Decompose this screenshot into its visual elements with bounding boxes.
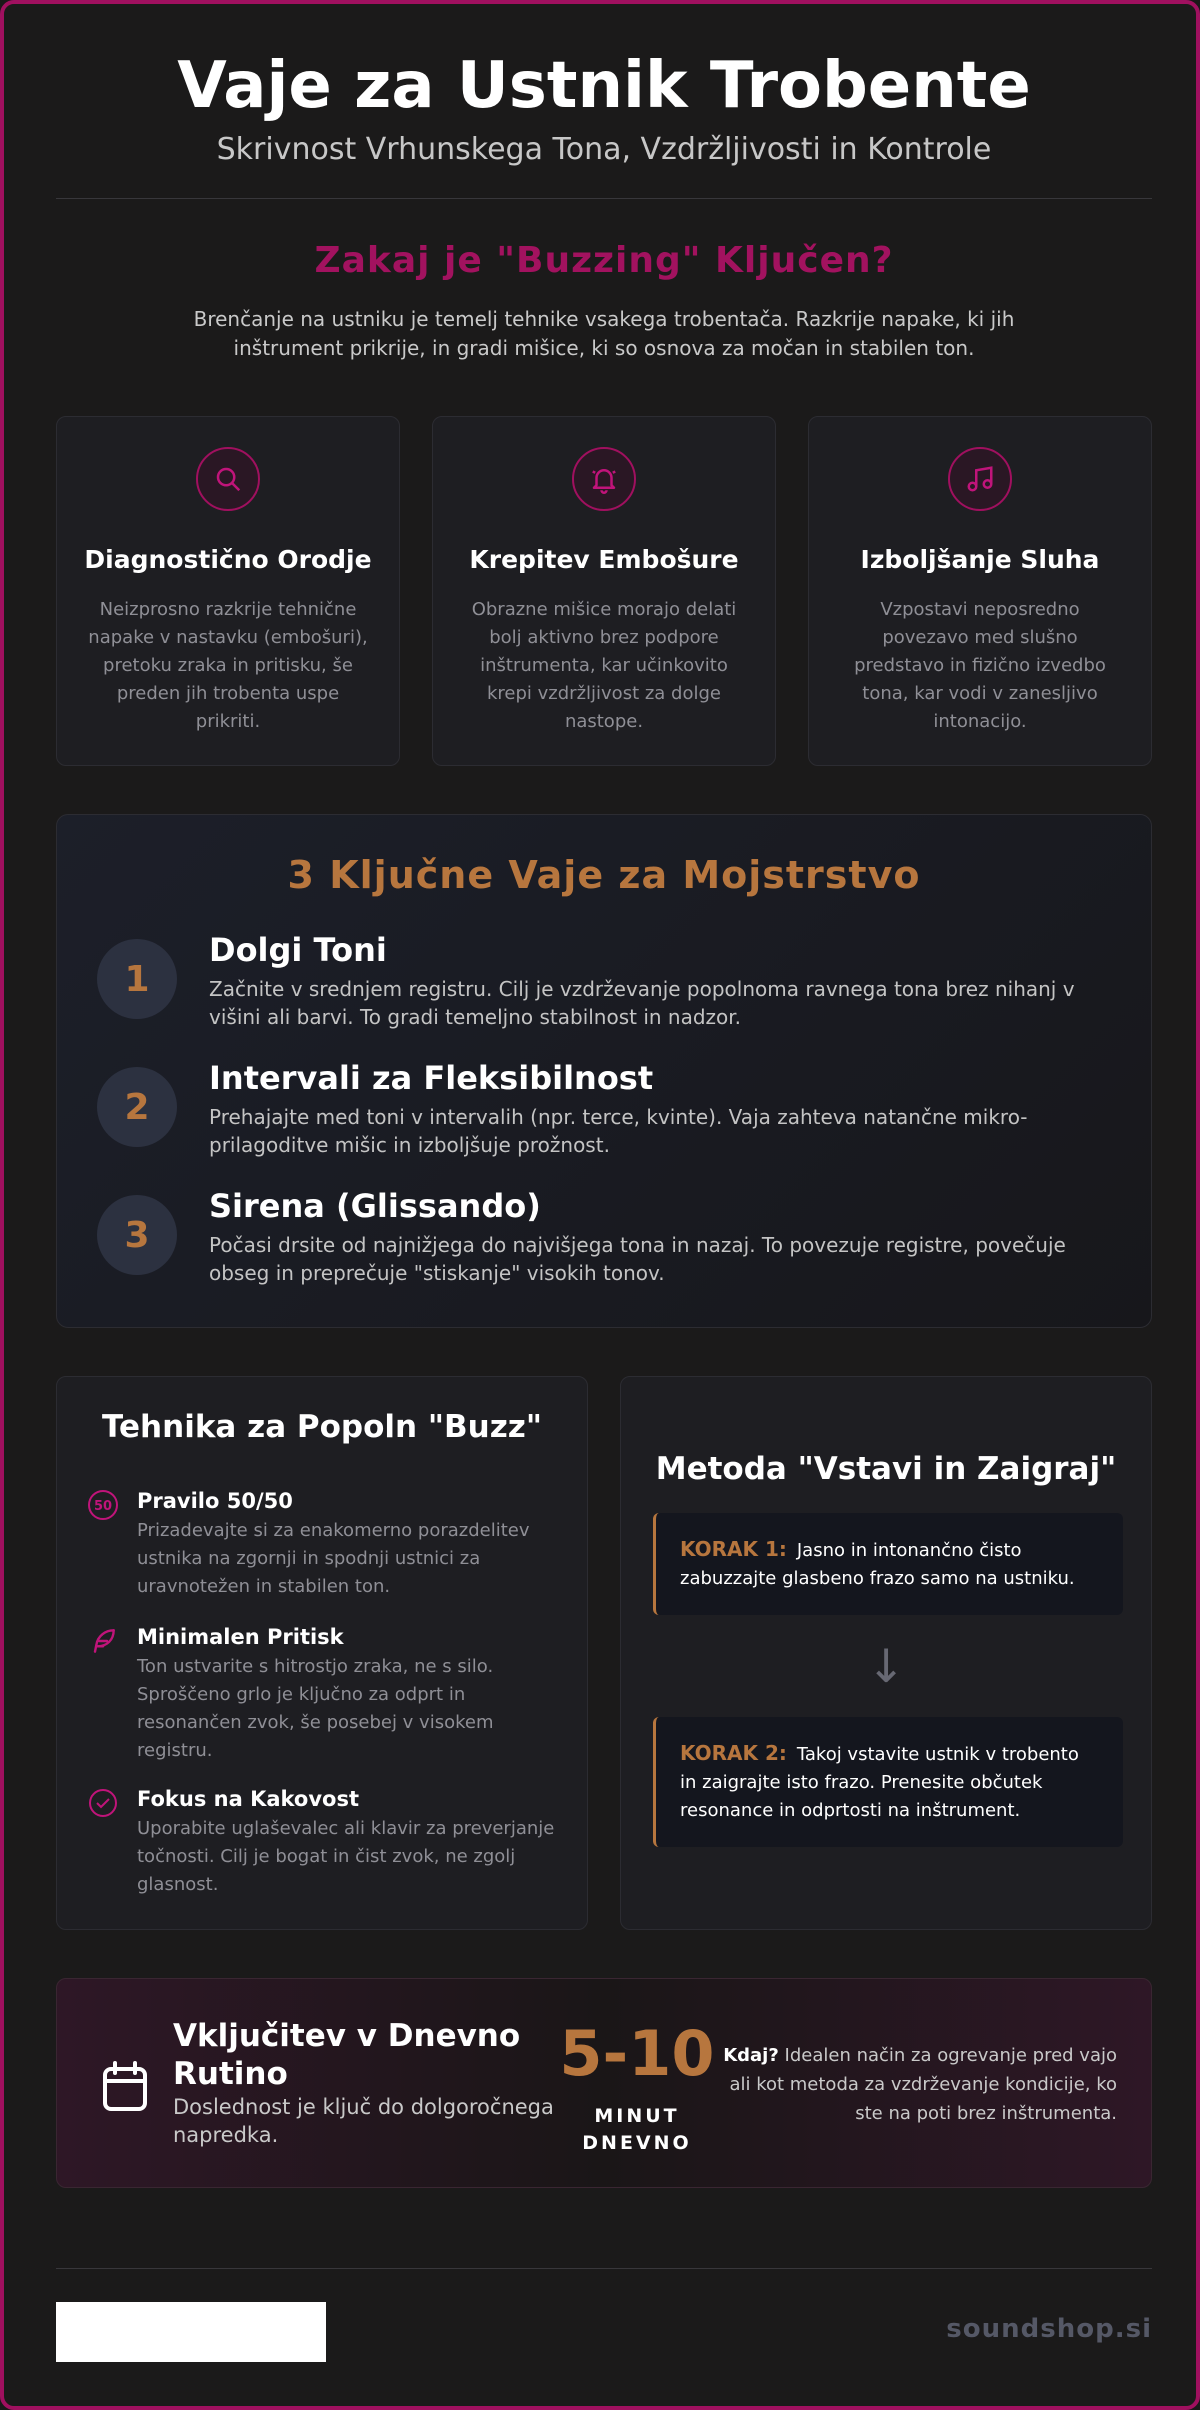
why-title: Zakaj je "Buzzing" Ključen?: [314, 240, 894, 281]
site-link[interactable]: soundshop.si: [946, 2314, 1152, 2344]
method-panel: [620, 1376, 1152, 1930]
exercise-number: 3: [97, 1195, 177, 1275]
key-exercises-section: [56, 814, 1152, 1328]
method-step: [653, 1717, 1123, 1847]
exercise-text: Prehajajte med toni v intervalih (npr. terce, kvinte). Vaja zahteva natančne mikro-prilagoditve mišic in izboljšuje prožnost.: [209, 1105, 1028, 1157]
when-text: [717, 2041, 1117, 2128]
divider: [56, 198, 1152, 199]
benefit-card: [432, 416, 776, 766]
benefit-title: Izboljšanje Sluha: [860, 545, 1100, 574]
when-label: Kdaj?: [723, 2045, 779, 2066]
exercise-title: Intervali za Fleksibilnost: [209, 1059, 654, 1097]
benefit-text: Obrazne mišice morajo delati bolj aktivno brez podpore inštrumenta, kar učinkovito krepi vzdržljivost za dolge nastope.: [471, 599, 737, 732]
benefit-card: [808, 416, 1152, 766]
tip-title: Fokus na Kakovost: [137, 1787, 360, 1811]
logo-placeholder: [56, 2302, 326, 2362]
routine-subtitle: Doslednost je ključ do dolgoročnega napredka.: [173, 2095, 554, 2147]
header: [56, 48, 1152, 167]
step-label: KORAK 2:: [680, 1741, 787, 1765]
exercise-title: Sirena (Glissando): [209, 1187, 541, 1225]
tip-text: Prizadevajte si za enakomerno porazdelitev ustnika na zgornji in spodnji ustnici za uravnotežen in stabilen ton.: [137, 1520, 530, 1597]
method-step: [653, 1513, 1123, 1615]
minutes-unit-line2: DNEVNO: [582, 2132, 692, 2154]
tip-text: Ton ustvarite s hitrostjo zraka, ne s silo. Sproščeno grlo je ključno za odprt in resonančen zvok, še posebej v visokem registru.: [137, 1656, 494, 1761]
benefit-card: [56, 416, 400, 766]
why-section: [56, 240, 1152, 363]
benefit-title: Diagnostično Orodje: [84, 545, 372, 574]
tip-title: Minimalen Pritisk: [137, 1625, 344, 1649]
daily-routine-banner: [56, 1978, 1152, 2188]
routine-title: Vključitev v Dnevno Rutino: [173, 2018, 521, 2092]
key-exercises-title: 3 Ključne Vaje za Mojstrstvo: [287, 853, 921, 897]
minutes-unit-line1: MINUT: [594, 2105, 680, 2127]
search-icon: [196, 447, 260, 511]
feather-icon: [87, 1625, 119, 1657]
exercise-number: 2: [97, 1067, 177, 1147]
when-description: Idealen način za ogrevanje pred vajo ali kot metoda za vzdrževanje kondicije, ko ste na poti brez inštrumenta.: [729, 2045, 1117, 2124]
exercise-number: 1: [97, 939, 177, 1019]
benefit-title: Krepitev Embošure: [469, 545, 739, 574]
footer-divider: [56, 2268, 1152, 2269]
why-text: Brenčanje na ustniku je temelj tehnike vsakega trobentača. Razkrije napake, ki jih inštrument prikrije, in gradi mišice, ki so osnova za močan in stabilen ton.: [193, 307, 1015, 360]
fifty-fifty-icon-text: 50: [93, 1499, 113, 1514]
technique-title: Tehnika za Popoln "Buzz": [102, 1409, 542, 1445]
minutes-unit: [557, 2103, 717, 2157]
check-circle-icon: [87, 1787, 119, 1819]
minutes-number: 5-10: [559, 2017, 715, 2090]
exercise-text: Začnite v srednjem registru. Cilj je vzdrževanje popolnoma ravnega tona brez nihanj v višini ali barvi. To gradi temeljno stabilnost in nadzor.: [209, 977, 1075, 1029]
step-text: Jasno in intonančno čisto zabuzzajte glasbeno frazo samo na ustniku.: [680, 1540, 1075, 1589]
fifty-fifty-icon: [87, 1489, 119, 1521]
tip-text: Uporabite uglaševalec ali klavir za preverjanje točnosti. Cilj je bogat in čist zvok, ne zgolj glasnost.: [137, 1818, 555, 1895]
calendar-icon: [101, 2061, 149, 2117]
exercise-title: Dolgi Toni: [209, 931, 387, 969]
arrow-down-icon: ↓: [866, 1639, 906, 1693]
page-subtitle: Skrivnost Vrhunskega Tona, Vzdržljivosti in Kontrole: [216, 132, 992, 167]
exercise-text: Počasi drsite od najnižjega do najvišjega tona in nazaj. To povezuje registre, povečuje obseg in preprečuje "stiskanje" visokih tonov.: [209, 1233, 1066, 1285]
step-text: Takoj vstavite ustnik v trobento in zaigrajte isto frazo. Prenesite občutek resonance in odprtosti na inštrument.: [680, 1744, 1079, 1821]
benefit-text: Vzpostavi neposredno povezavo med slušno predstavo in fizično izvedbo tona, kar vodi v zanesljivo intonacijo.: [854, 599, 1106, 732]
bell-icon: [572, 447, 636, 511]
technique-panel: [56, 1376, 588, 1930]
music-note-icon: [948, 447, 1012, 511]
method-title: Metoda "Vstavi in Zaigraj": [655, 1451, 1117, 1487]
step-label: KORAK 1:: [680, 1537, 787, 1561]
benefit-text: Neizprosno razkrije tehnične napake v nastavku (embošuri), pretoku zraka in pritisku, še preden jih trobenta uspe prikriti.: [88, 599, 368, 732]
page-title: Vaje za Ustnik Trobente: [177, 49, 1031, 123]
tip-title: Pravilo 50/50: [137, 1489, 293, 1513]
